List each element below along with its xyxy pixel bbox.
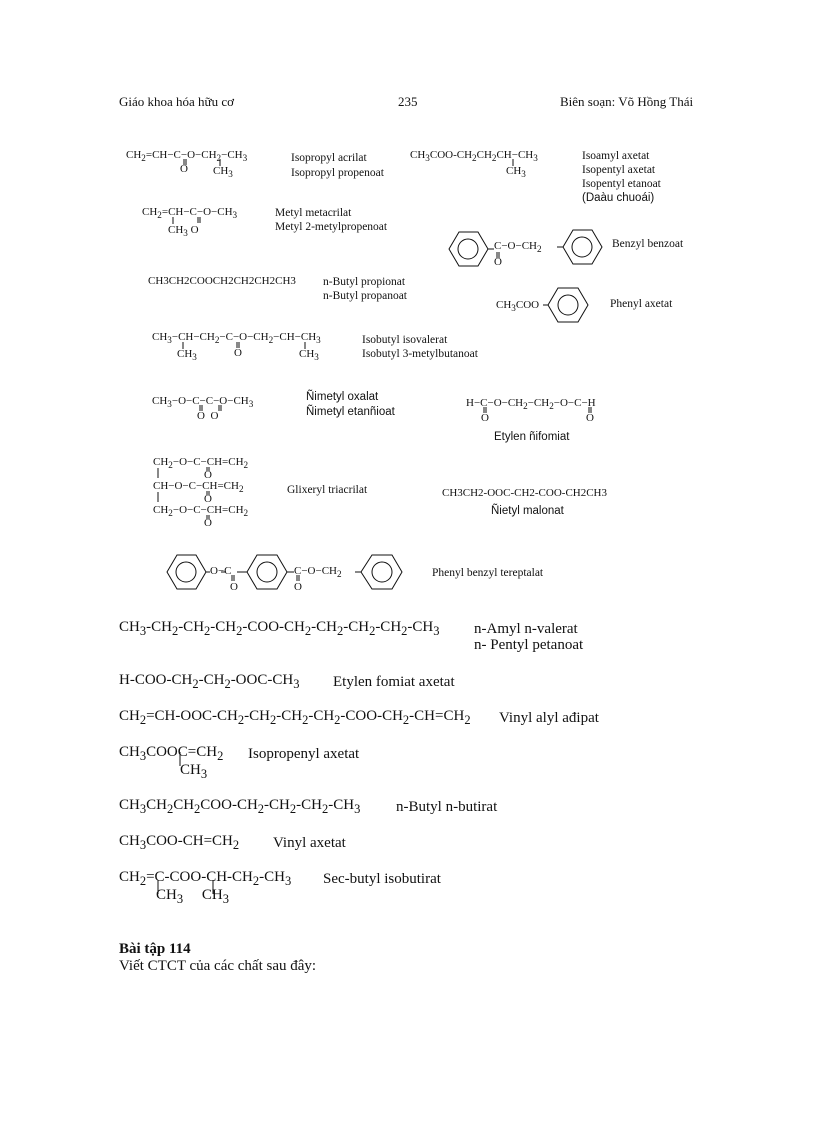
compound-name: Benzyl benzoat <box>612 238 684 250</box>
formula-isoamyl-axetat: $CH_3COO-CH_2CH_2CH-CH_3$ <box>410 149 538 164</box>
formula-etylen-fomiat-axetat: $H-COO-CH_2-CH_2-OOC-CH_3$ <box>119 672 300 691</box>
formula-isopropyl-acrilat: $CH_2=CH-C-O-CH_2-CH_3$ <box>126 149 248 164</box>
formula-glixeryl-row3: $CH_2-O-C-CH=CH_2$ <box>153 504 249 519</box>
carbonyl-o: O <box>204 493 212 505</box>
formula-n-butyl-n-butirat: $CH_3CH_2CH_2COO-CH_2-CH_2-CH_2-CH_3$ <box>119 797 361 816</box>
compound-name: Isoamyl axetat <box>582 150 650 162</box>
formula-n-amyl-n-valerat: $CH_3-CH_2-CH_2-CH_2-COO-CH_2-CH_2-CH_2-CH_2-CH_3$ <box>119 619 440 638</box>
formula-etylen-difomiat: $H-C-O-CH_2-CH_2-O-C-H$ <box>466 397 596 412</box>
compound-alt-name: Ñimetyl etanñioat <box>306 406 395 418</box>
carbonyl-o: O <box>230 581 238 593</box>
compound-name: n-Amyl n-valerat <box>474 621 578 637</box>
compound-name: Sec-butyl isobutirat <box>323 871 441 887</box>
methyl-branch: $CH_3$ O <box>168 224 199 239</box>
carbonyl-o: O O <box>197 410 219 422</box>
compound-alt-name: Isobutyl 3-metylbutanoat <box>362 348 478 360</box>
compound-alt-name: Isopentyl etanoat <box>582 178 661 190</box>
formula-ester-link: $C-O-CH_2$ <box>294 565 342 580</box>
compound-name: Etylen ñifomiat <box>494 431 570 443</box>
compound-name: n-Butyl n-butirat <box>396 799 498 815</box>
carbonyl-o: O <box>204 469 212 481</box>
formula-sec-butyl-isobutirat: $CH_2=C-COO-CH-CH_2-CH_3$ <box>119 869 292 888</box>
compound-name: Etylen fomiat axetat <box>333 674 455 690</box>
methyl-branch: $CH_3$ $CH_3$ <box>156 887 229 906</box>
compound-alt-name: Metyl 2-metylpropenoat <box>275 221 388 233</box>
compound-name: Glixeryl triacrilat <box>287 484 368 496</box>
carbonyl-o: O <box>234 347 242 359</box>
compound-name: Ñietyl malonat <box>491 505 564 517</box>
carbonyl-o: O <box>294 581 302 593</box>
compound-name: Phenyl benzyl tereptalat <box>432 567 544 579</box>
formula-metyl-metacrilat: $CH_2=CH-C-O-CH_3$ <box>142 206 238 221</box>
carbonyl-o: O <box>481 412 489 424</box>
formula-vinyl-alyl-adipat: $CH_2=CH-OOC-CH_2-CH_2-CH_2-CH_2-COO-CH_2-CH=CH_2$ <box>119 708 471 727</box>
methyl-branch: $CH_3$ <box>506 165 526 180</box>
compound-name: Vinyl axetat <box>273 835 346 851</box>
compound-name: Vinyl alyl ađipat <box>499 710 599 726</box>
formula-isopropenyl-axetat: $CH_3COOC=CH_2$ <box>119 744 224 763</box>
compound-name: Isobutyl isovalerat <box>362 334 448 346</box>
methyl-branch: $CH_3$ <box>180 762 208 781</box>
exercise-text: Viết CTCT của các chất sau đây: <box>119 958 317 974</box>
compound-note: (Daàu chuoái) <box>582 192 655 204</box>
formula-glixeryl-row1: $CH_2-O-C-CH=CH_2$ <box>153 456 249 471</box>
compound-name: Metyl metacrilat <box>275 207 352 219</box>
compound-name: Isopropyl acrilat <box>291 152 367 164</box>
formula-isobutyl-isovalerat: $CH_3-CH-CH_2-C-O-CH_2-CH-CH_3$ <box>152 331 321 346</box>
compound-name: Isopropenyl axetat <box>248 746 360 762</box>
formula-dimetyl-oxalat: $CH_3-O-C-C-O-CH_3$ <box>152 395 254 410</box>
formula-ester-link: O−C <box>210 565 232 577</box>
compound-alt-name: n-Butyl propanoat <box>323 290 407 302</box>
compound-alt-name: Isopentyl axetat <box>582 164 656 176</box>
header-left: Giáo khoa hóa hữu cơ <box>119 94 235 109</box>
compound-name: Phenyl axetat <box>610 298 673 310</box>
methyl-branch: $CH_3$ <box>177 348 197 363</box>
compound-alt-name: Isopropyl propenoat <box>291 167 384 179</box>
methyl-branch: $CH_3$ <box>213 165 233 180</box>
formula-vinyl-axetat: $CH_3COO-CH=CH_2$ <box>119 833 240 852</box>
header-right: Biên soạn: Võ Hồng Thái <box>560 94 694 109</box>
methyl-branch: $CH_3$ <box>299 348 319 363</box>
carbonyl-o: O <box>204 517 212 529</box>
compound-name: n-Butyl propionat <box>323 276 406 288</box>
compound-alt-name: n- Pentyl petanoat <box>474 637 584 653</box>
formula-benzyl-benzoat: $C-O-CH_2$ <box>494 240 542 255</box>
formula-n-butyl-propionat: CH3CH2COOCH2CH2CH2CH3 <box>148 275 296 287</box>
compound-name: Ñimetyl oxalat <box>306 391 379 403</box>
page-number: 235 <box>398 94 418 109</box>
formula-dietyl-malonat: CH3CH2-OOC-CH2-COO-CH2CH3 <box>442 487 608 499</box>
formula-glixeryl-row2: $CH-O-C-CH=CH_2$ <box>153 480 244 495</box>
carbonyl-o: O <box>180 163 188 175</box>
carbonyl-o: O <box>586 412 594 424</box>
carbonyl-o: O <box>494 256 502 268</box>
exercise-title: Bài tập 114 <box>119 941 191 957</box>
formula-phenyl-axetat: $CH_3COO$ <box>496 299 540 314</box>
